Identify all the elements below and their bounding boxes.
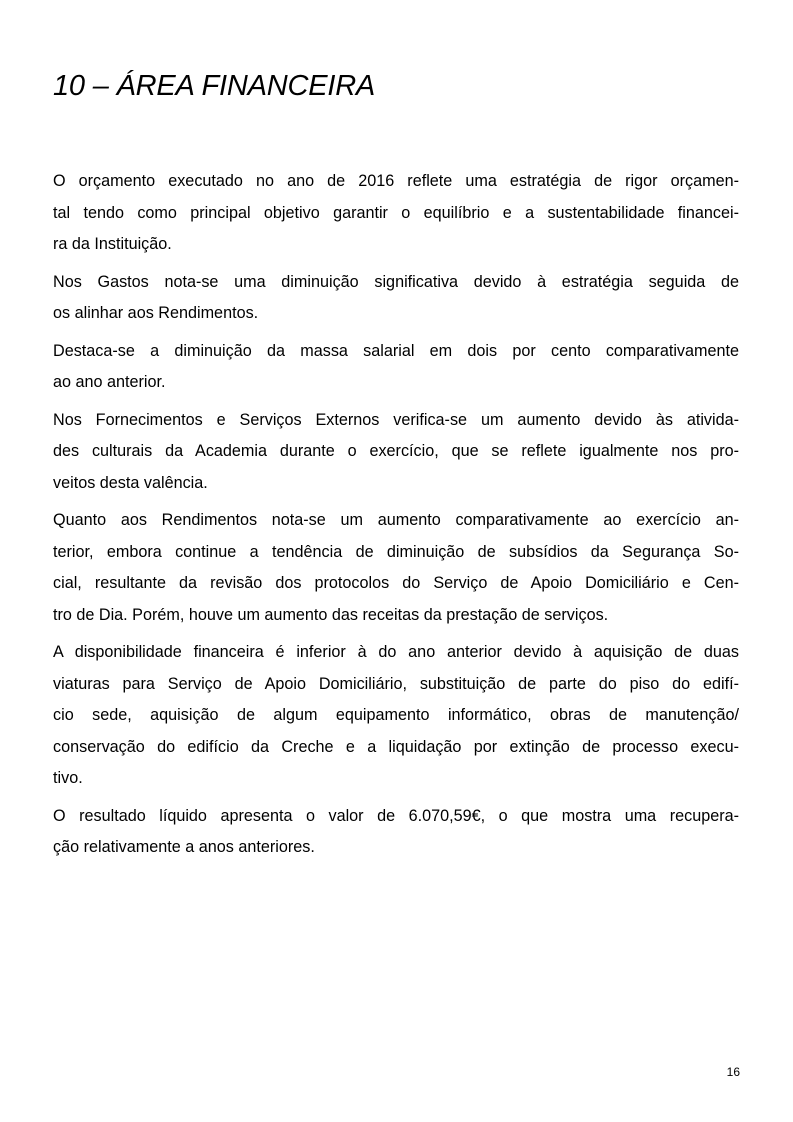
text-line: ao ano anterior.: [53, 373, 166, 391]
text-line: Quanto aos Rendimentos nota-se um aumento comparativamente ao exercício an-: [53, 511, 739, 529]
paragraph: [53, 336, 739, 399]
page-number: 16: [726, 1065, 740, 1079]
body-text: [53, 166, 739, 864]
text-line: tro de Dia. Porém, houve um aumento das receitas da prestação de serviços.: [53, 605, 609, 624]
paragraph: [53, 801, 739, 864]
text-line: ção relativamente a anos anteriores.: [53, 838, 315, 856]
text-line: Destaca-se a diminuição da massa salarial em dois por cento comparativamente: [53, 341, 739, 360]
text-line: des culturais da Academia durante o exercício, que se reflete igualmente nos pro-: [53, 442, 739, 460]
paragraph: [53, 505, 739, 631]
paragraph: [53, 637, 739, 795]
text-line: os alinhar aos Rendimentos.: [53, 304, 259, 322]
paragraph: [53, 166, 739, 261]
text-line: cial, resultante da revisão dos protocolos do Serviço de Apoio Domiciliário e Cen-: [53, 574, 739, 592]
section-title: 10 – ÁREA FINANCEIRA: [53, 70, 376, 102]
paragraph: [53, 405, 739, 500]
text-line: O resultado líquido apresenta o valor de 6.070,59€, o que mostra uma recupera-: [53, 806, 739, 825]
text-line: A disponibilidade financeira é inferior à do ano anterior devido à aquisição de duas: [53, 643, 739, 661]
text-line: terior, embora continue a tendência de diminuição de subsídios da Segurança So-: [53, 542, 739, 561]
text-line: tal tendo como principal objetivo garantir o equilíbrio e a sustentabilidade financei-: [53, 203, 739, 222]
text-line: conservação do edifício da Creche e a liquidação por extinção de processo execu-: [53, 737, 739, 756]
paragraph: [53, 267, 739, 330]
text-line: ra da Instituição.: [53, 235, 172, 253]
text-line: veitos desta valência.: [53, 473, 208, 492]
text-line: tivo.: [53, 769, 83, 787]
text-line: Nos Fornecimentos e Serviços Externos verifica-se um aumento devido às ativida-: [53, 410, 739, 429]
text-line: O orçamento executado no ano de 2016 reflete uma estratégia de rigor orçamen-: [53, 172, 739, 190]
text-line: Nos Gastos nota-se uma diminuição significativa devido à estratégia seguida de: [53, 272, 739, 291]
text-line: viaturas para Serviço de Apoio Domiciliário, substituição de parte do piso do edifí-: [53, 674, 739, 693]
text-line: cio sede, aquisição de algum equipamento informático, obras de manutenção/: [53, 706, 739, 724]
